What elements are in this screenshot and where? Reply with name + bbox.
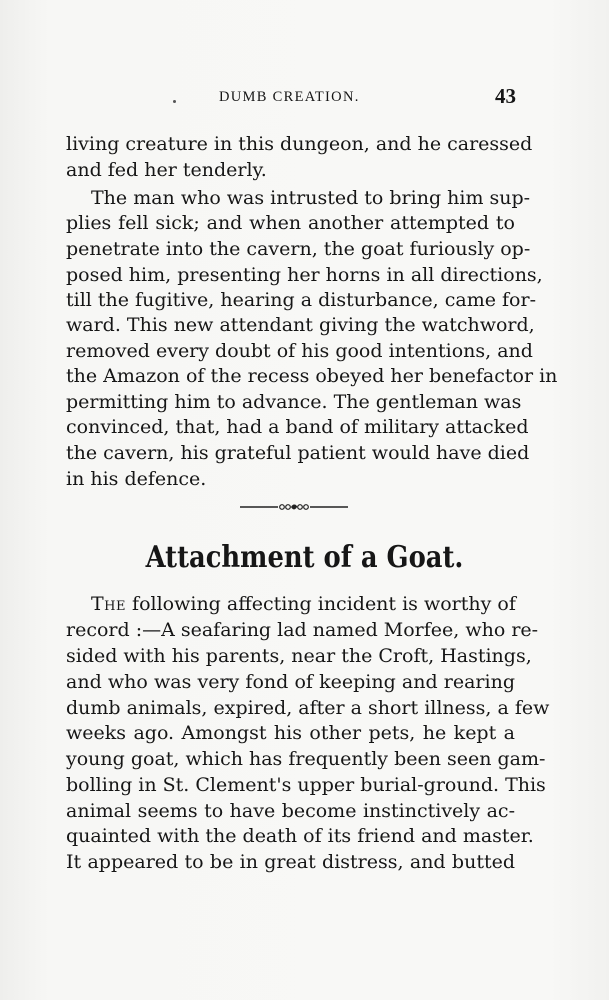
text-line: permitting him to advance. The gentleman was [66,391,522,413]
page-number: 43 [495,84,516,108]
text-line: It appeared to be in great distress, and butted [66,851,515,873]
first-line-rest: following affecting incident is worthy of [126,593,516,615]
text-line: young goat, which has frequently been seen gam- [66,748,546,770]
text-line: bolling in St. Clement's upper burial-ground. This [66,774,546,796]
running-title: DUMB CREATION. [219,89,360,105]
text-line: sided with his parents, near the Croft, Hastings, [66,645,532,667]
text-line: weeks ago. Amongst his other pets, he kept a [66,722,515,744]
ornament-divider [240,500,348,514]
text-line: the cavern, his grateful patient would have died [66,442,530,464]
text-line [91,592,515,616]
text-line: The man who was intrusted to bring him sup- [91,187,531,209]
text-line: plies fell sick; and when another attempted to [66,212,515,234]
text-line: quainted with the death of its friend and master. [66,825,534,847]
text-line: and fed her tenderly. [66,159,267,181]
header-dot [173,100,176,103]
text-line: and who was very fond of keeping and rearing [66,671,515,693]
text-line: dumb animals, expired, after a short illness, a few [66,697,550,719]
text-line: the Amazon of the recess obeyed her benefactor in [66,365,558,387]
section-title: Attachment of a Goat. [145,540,464,575]
text-line: convinced, that, had a band of military attacked [66,416,529,438]
text-line: animal seems to have become instinctively ac- [66,800,515,822]
text-line: ward. This new attendant giving the watchword, [66,314,535,336]
text-line: in his defence. [66,468,207,490]
text-line: till the fugitive, hearing a disturbance, came for- [66,289,536,311]
text-line: living creature in this dungeon, and he caressed [66,133,533,155]
text-line: penetrate into the cavern, the goat furiously op- [66,238,531,260]
first-word: The [91,593,126,615]
text-line: posed him, presenting her horns in all directions, [66,264,543,286]
text-line: removed every doubt of his good intentions, and [66,340,533,362]
text-line: record :—A seafaring lad named Morfee, who re- [66,619,539,641]
